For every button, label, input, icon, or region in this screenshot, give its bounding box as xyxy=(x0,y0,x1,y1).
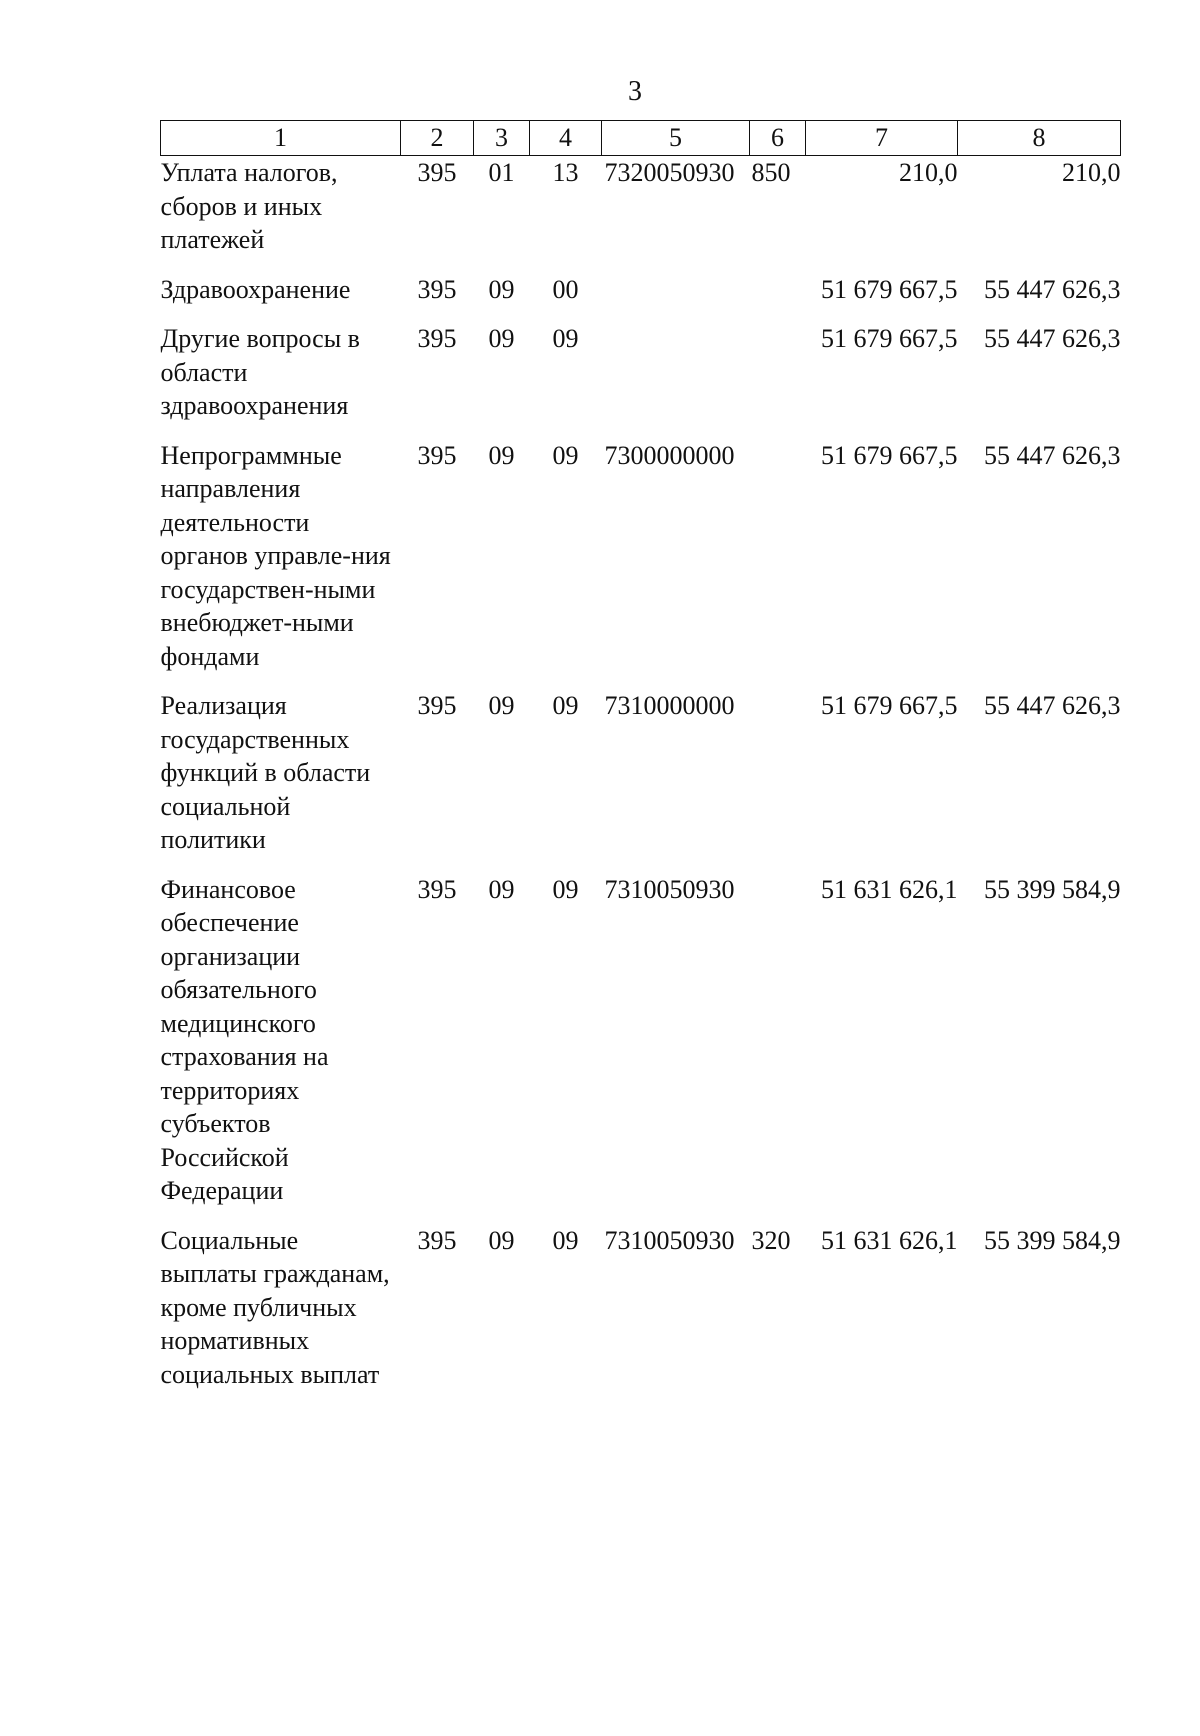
column-header: 1 xyxy=(161,121,401,156)
expense-type-code xyxy=(750,439,806,690)
amount-col7: 51 679 667,5 xyxy=(821,440,958,470)
amount-col8: 55 447 626,3 xyxy=(984,440,1121,470)
column-header: 5 xyxy=(602,121,750,156)
section-code: 09 xyxy=(488,324,515,353)
target-article-code: 7310050930 xyxy=(604,1225,735,1255)
subsection-code: 09 xyxy=(552,440,579,470)
row-name: Реализация государственных функций в области социальной политики xyxy=(160,691,371,854)
table-row xyxy=(161,873,1121,1224)
column-header: 6 xyxy=(750,121,806,156)
expense-type-code xyxy=(750,322,806,439)
amount-col7: 210,0 xyxy=(899,158,958,187)
column-header: 2 xyxy=(401,121,474,156)
table-row xyxy=(161,439,1121,690)
row-name: Социальные выплаты гражданам, кроме публичных нормативных социальных выплат xyxy=(160,1225,390,1389)
grbs-code: 395 xyxy=(417,158,457,187)
column-number-row xyxy=(161,121,1121,156)
column-header: 3 xyxy=(474,121,530,156)
subsection-code: 09 xyxy=(552,691,579,720)
section-code: 09 xyxy=(488,440,515,470)
table-row xyxy=(161,689,1121,873)
amount-col7: 51 631 626,1 xyxy=(821,1225,958,1255)
amount-col8: 55 447 626,3 xyxy=(984,324,1121,353)
amount-col7: 51 679 667,5 xyxy=(821,691,958,720)
section-code: 09 xyxy=(488,1225,515,1255)
amount-col8: 210,0 xyxy=(1062,158,1121,187)
amount-col8: 55 447 626,3 xyxy=(984,274,1121,304)
table-row xyxy=(161,156,1121,273)
row-name: Непрограммные направления деятельности органов управле-ния государствен-ными внебюджет-ными фондами xyxy=(160,440,391,671)
section-code: 09 xyxy=(488,274,515,304)
target-article-code: 7300000000 xyxy=(604,440,735,470)
target-article-code xyxy=(602,273,750,323)
column-header: 4 xyxy=(530,121,602,156)
budget-table xyxy=(160,120,1121,1407)
grbs-code: 395 xyxy=(417,274,457,304)
section-code: 09 xyxy=(488,691,515,720)
row-name: Финансовое обеспечение организации обязательного медицинского страхования на территориях субъектов Российской Федерации xyxy=(160,874,329,1205)
target-article-code xyxy=(602,322,750,439)
section-code: 01 xyxy=(488,158,515,187)
row-name: Другие вопросы в области здравоохранения xyxy=(160,324,360,420)
table-row xyxy=(161,1224,1121,1408)
grbs-code: 395 xyxy=(417,691,457,720)
target-article-code: 7320050930 xyxy=(604,158,735,187)
amount-col7: 51 679 667,5 xyxy=(821,274,958,304)
table-row xyxy=(161,273,1121,323)
amount-col8: 55 447 626,3 xyxy=(984,691,1121,720)
amount-col7: 51 631 626,1 xyxy=(821,874,958,904)
subsection-code: 09 xyxy=(552,874,579,904)
amount-col7: 51 679 667,5 xyxy=(821,324,958,353)
grbs-code: 395 xyxy=(417,324,457,353)
row-name: Уплата налогов, сборов и иных платежей xyxy=(160,158,338,254)
subsection-code: 09 xyxy=(552,1225,579,1255)
target-article-code: 7310000000 xyxy=(604,691,735,720)
page-number: 3 xyxy=(628,76,642,107)
subsection-code: 13 xyxy=(552,158,579,187)
expense-type-code: 320 xyxy=(751,1225,791,1255)
expense-type-code xyxy=(750,689,806,873)
row-name: Здравоохранение xyxy=(160,274,351,304)
subsection-code: 09 xyxy=(552,324,579,353)
grbs-code: 395 xyxy=(417,440,457,470)
grbs-code: 395 xyxy=(417,874,457,904)
column-header: 8 xyxy=(958,121,1121,156)
amount-col8: 55 399 584,9 xyxy=(984,1225,1121,1255)
expense-type-code xyxy=(750,273,806,323)
table-row xyxy=(161,322,1121,439)
subsection-code: 00 xyxy=(552,274,579,304)
column-header: 7 xyxy=(806,121,958,156)
amount-col8: 55 399 584,9 xyxy=(984,874,1121,904)
expense-type-code: 850 xyxy=(751,158,791,187)
target-article-code: 7310050930 xyxy=(604,874,735,904)
expense-type-code xyxy=(750,873,806,1224)
section-code: 09 xyxy=(488,874,515,904)
grbs-code: 395 xyxy=(417,1225,457,1255)
